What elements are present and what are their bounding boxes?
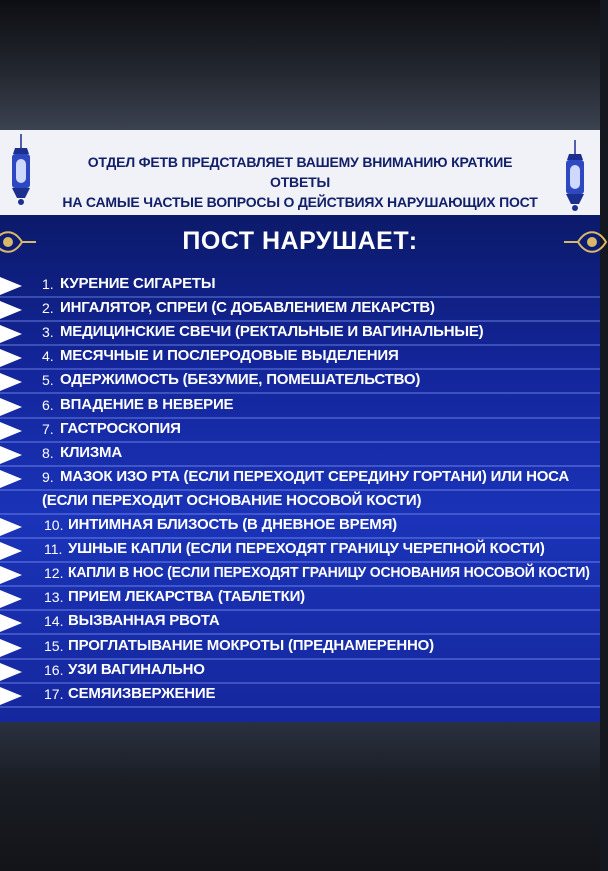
item-text: МАЗОК ИЗО РТА (ЕСЛИ ПЕРЕХОДИТ СЕРЕДИНУ ГОРТАНИ) ИЛИ НОСА (60, 467, 570, 485)
item-text: ВЫЗВАННАЯ РВОТА (68, 612, 220, 630)
lantern-right-icon (560, 140, 590, 218)
item-number: 10. (44, 517, 64, 533)
item-number: 3. (42, 324, 54, 341)
poster-header (0, 130, 600, 215)
poster-body (0, 215, 600, 722)
item-number: 12. (44, 565, 64, 582)
arrow-right-icon (0, 325, 22, 343)
list-item (0, 322, 600, 346)
arrow-right-icon (0, 518, 22, 536)
arrow-right-icon (0, 542, 22, 560)
list-item (0, 346, 600, 370)
arrow-right-icon (0, 349, 22, 367)
arrow-right-icon (0, 614, 22, 632)
list-item (0, 684, 600, 708)
item-number: 2. (42, 300, 54, 317)
item-text: КУРЕНИЕ СИГАРЕТЫ (60, 275, 216, 292)
item-text: КАПЛИ В НОС (ЕСЛИ ПЕРЕХОДЯТ ГРАНИЦУ ОСНОВАНИЯ НОСОВОЙ КОСТИ) (68, 564, 590, 582)
item-text: МЕДИЦИНСКИЕ СВЕЧИ (РЕКТАЛЬНЫЕ И ВАГИНАЛЬНЫЕ) (60, 323, 484, 341)
item-number: 7. (42, 420, 54, 437)
list-item (0, 515, 600, 539)
item-text: КЛИЗМА (60, 443, 122, 461)
lantern-left-icon (6, 134, 36, 212)
item-number: 15. (44, 637, 64, 654)
list-item (0, 587, 600, 611)
item-number: 17. (44, 685, 64, 702)
item-text: ИНТИМНАЯ БЛИЗОСТЬ (В ДНЕВНОЕ ВРЕМЯ) (68, 516, 397, 533)
item-text: ПРОГЛАТЫВАНИЕ МОКРОТЫ (ПРЕДНАМЕРЕННО) (68, 636, 434, 654)
item-number: 5. (42, 372, 54, 389)
list-item (0, 467, 600, 491)
bottom-background (0, 722, 600, 871)
list-item (0, 611, 600, 635)
header-text (60, 152, 540, 212)
arrow-right-icon (0, 277, 22, 295)
list-item (0, 443, 600, 467)
list-item (0, 636, 600, 660)
list-item (0, 370, 600, 394)
list-item (0, 563, 600, 587)
header-line-1: ОТДЕЛ ФЕТВ ПРЕДСТАВЛЯЕТ ВАШЕМУ ВНИМАНИЮ КРАТКИЕ ОТВЕТЫ (87, 154, 513, 190)
item-number: 16. (44, 661, 64, 678)
item-text: УШНЫЕ КАПЛИ (ЕСЛИ ПЕРЕХОДЯТ ГРАНИЦУ ЧЕРЕПНОЙ КОСТИ) (68, 540, 545, 558)
arrow-right-icon (0, 470, 22, 488)
item-number: 1. (42, 276, 54, 292)
list-item (0, 539, 600, 563)
item-text: ПРИЕМ ЛЕКАРСТВА (ТАБЛЕТКИ) (68, 588, 305, 606)
arrow-right-icon (0, 398, 22, 416)
item-text: ОДЕРЖИМОСТЬ (БЕЗУМИЕ, ПОМЕШАТЕЛЬСТВО) (60, 371, 421, 389)
item-text: ГАСТРОСКОПИЯ (60, 419, 181, 437)
item-text: СЕМЯИЗВЕРЖЕНИЕ (68, 684, 216, 702)
row-divider (0, 706, 600, 708)
item-number: 8. (42, 444, 54, 461)
arrow-right-icon (0, 590, 22, 608)
item-number: 6. (42, 396, 54, 413)
item-number: 11. (44, 541, 63, 558)
list-item (0, 419, 600, 443)
arrow-right-icon (0, 301, 22, 319)
arrow-right-icon (0, 663, 22, 681)
arrow-right-icon (0, 422, 22, 440)
header-line-2: НА САМЫЕ ЧАСТЫЕ ВОПРОСЫ О ДЕЙСТВИЯХ НАРУШАЮЩИХ ПОСТ (62, 194, 538, 210)
list-item (0, 395, 600, 419)
arrow-right-icon (0, 639, 22, 657)
item-number: 9. (42, 468, 54, 485)
item-text-continuation: (ЕСЛИ ПЕРЕХОДИТ ОСНОВАНИЕ НОСОВОЙ КОСТИ) (42, 491, 422, 509)
top-background (0, 0, 600, 130)
item-text: УЗИ ВАГИНАЛЬНО (68, 660, 205, 678)
list-title: ПОСТ НАРУШАЕТ: (182, 227, 418, 255)
poster-card (0, 130, 600, 722)
list-item-continuation (0, 491, 600, 515)
item-number: 14. (44, 613, 64, 630)
arrow-right-icon (0, 373, 22, 391)
item-text: ИНГАЛЯТОР, СПРЕИ (С ДОБАВЛЕНИЕМ ЛЕКАРСТВ) (60, 299, 435, 317)
arrow-right-icon (0, 446, 22, 464)
item-number: 4. (42, 348, 54, 365)
item-number: 13. (44, 589, 64, 606)
arrow-right-icon (0, 566, 22, 584)
arrow-right-icon (0, 687, 22, 705)
item-text: ВПАДЕНИЕ В НЕВЕРИЕ (60, 395, 234, 413)
list-item (0, 274, 600, 298)
list-item (0, 298, 600, 322)
ornament-right-icon (562, 225, 608, 259)
item-text: МЕСЯЧНЫЕ И ПОСЛЕРОДОВЫЕ ВЫДЕЛЕНИЯ (60, 347, 399, 365)
list-item (0, 660, 600, 684)
